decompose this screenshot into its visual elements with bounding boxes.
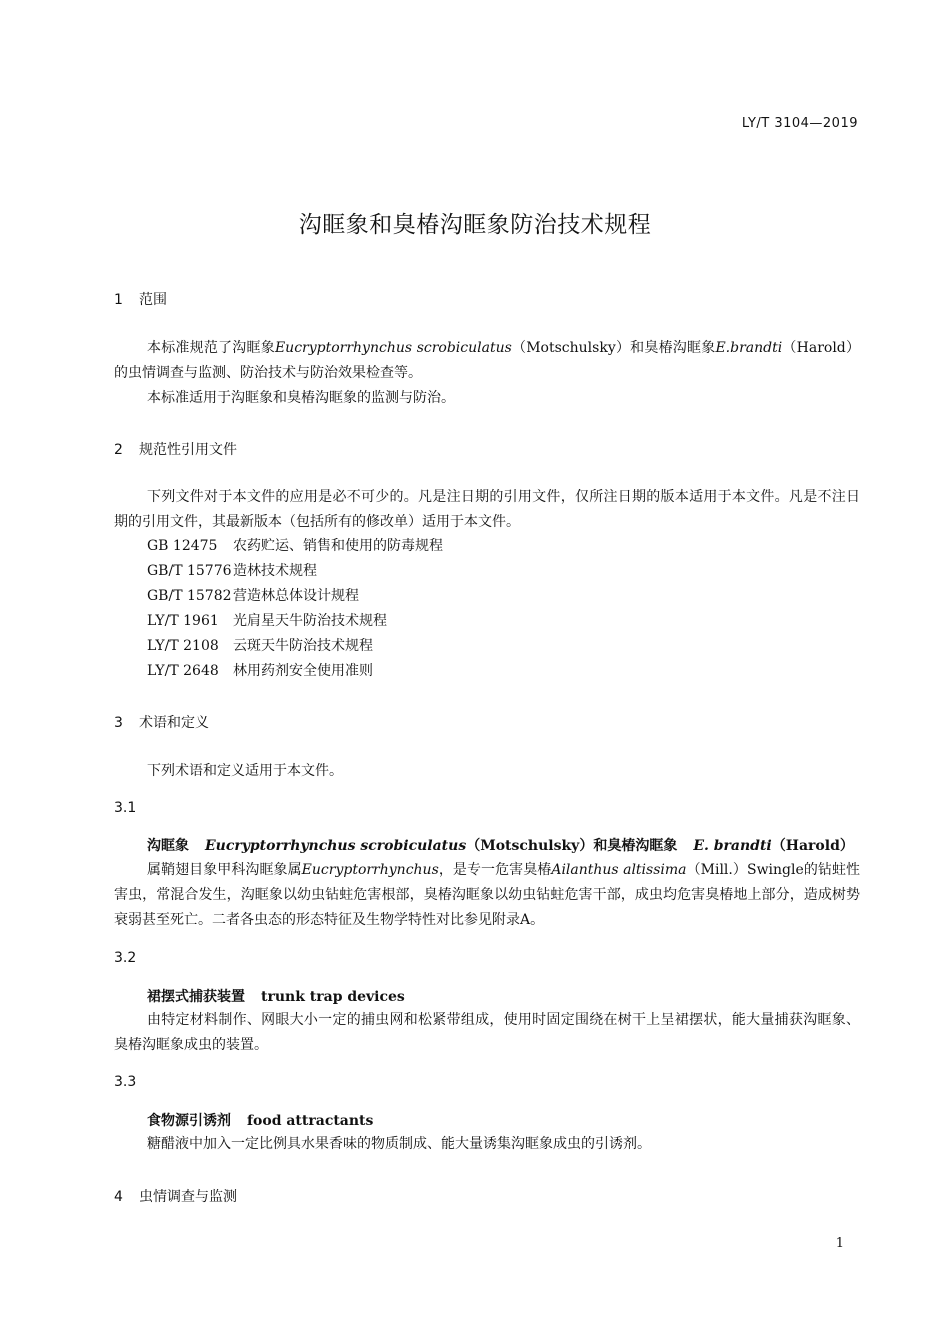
scope-applicability: 本标准适用于沟眶象和臭椿沟眶象的监测与防治。 bbox=[147, 390, 455, 406]
reference-item bbox=[147, 660, 373, 680]
term-en: food attractants bbox=[247, 1113, 374, 1129]
term-scientific-name: E. brandti bbox=[693, 838, 772, 854]
term-definition bbox=[114, 858, 860, 933]
reference-item bbox=[147, 560, 317, 580]
reference-name: 林用药剂安全使用准则 bbox=[233, 663, 373, 679]
term-definition bbox=[114, 1008, 860, 1058]
term-author: （Harold） bbox=[771, 838, 854, 854]
reference-code: GB/T 15776 bbox=[147, 563, 232, 579]
reference-name: 光肩星天牛防治技术规程 bbox=[233, 613, 387, 629]
reference-item bbox=[147, 535, 443, 555]
reference-code: GB 12475 bbox=[147, 538, 218, 554]
reference-code: GB/T 15782 bbox=[147, 588, 232, 604]
term-definition bbox=[114, 1132, 860, 1157]
section-number: 3 bbox=[114, 715, 123, 731]
section-title: 规范性引用文件 bbox=[139, 442, 237, 458]
reference-code: LY/T 2108 bbox=[147, 638, 219, 654]
references-intro: 下列文件对于本文件的应用是必不可少的。凡是注日期的引用文件，仅所注日期的版本适用于本文件。凡是不注日期的引用文件，其最新版本（包括所有的修改单）适用于本文件。 bbox=[114, 489, 860, 530]
section-2-heading bbox=[114, 439, 237, 459]
term-heading bbox=[147, 1110, 373, 1130]
scientific-name: E.brandti bbox=[715, 340, 783, 356]
scientific-name: Eucryptorrhynchus scrobiculatus bbox=[274, 340, 512, 356]
term-heading bbox=[147, 986, 405, 1006]
reference-code: LY/T 1961 bbox=[147, 613, 219, 629]
section-3-heading bbox=[114, 712, 209, 732]
reference-name: 农药贮运、销售和使用的防毒规程 bbox=[233, 538, 443, 554]
term-number: 3.1 bbox=[114, 800, 137, 816]
reference-item bbox=[147, 635, 373, 655]
section-number: 4 bbox=[114, 1189, 123, 1205]
term-scientific-name: Eucryptorrhynchus scrobiculatus bbox=[205, 838, 467, 854]
definition-text: （Mill.）Swingle的钻蛀性害虫，常混合发生，沟眶象以幼虫钻蛀危害根部，臭椿沟眶象以幼虫钻蛀危害干部，成虫均危害臭椿地上部分，造成树势衰弱甚至死亡。二者各虫态的形态特征及生物学特性对比参见附录A。 bbox=[114, 862, 861, 928]
term-zh: 裙摆式捕获装置 bbox=[147, 989, 245, 1005]
scope-text: （Motschulsky）和臭椿沟眶象 bbox=[511, 340, 716, 356]
term-author: （Motschulsky） bbox=[466, 838, 594, 854]
definition-text: 属鞘翅目象甲科沟眶象属 bbox=[147, 862, 302, 878]
section-1-heading bbox=[114, 289, 167, 309]
section-number: 2 bbox=[114, 442, 123, 458]
term-number: 3.3 bbox=[114, 1074, 137, 1090]
definition-text: ，是专一危害臭椿 bbox=[438, 862, 552, 878]
section-1-scope-paragraph bbox=[114, 336, 860, 411]
reference-name: 云斑天牛防治技术规程 bbox=[233, 638, 373, 654]
section-title: 虫情调查与监测 bbox=[139, 1189, 237, 1205]
terms-intro: 下列术语和定义适用于本文件。 bbox=[147, 763, 343, 779]
scope-text: 本标准规范了沟眶象 bbox=[147, 340, 275, 356]
reference-item bbox=[147, 610, 387, 630]
term-en: trunk trap devices bbox=[261, 989, 405, 1005]
scope-text: （Harold）的虫情调查与监测、防治技术与防治效果检查等。 bbox=[114, 340, 860, 381]
scientific-name: Eucryptorrhynchus bbox=[301, 862, 439, 878]
section-4-heading bbox=[114, 1186, 237, 1206]
page-number: 1 bbox=[835, 1236, 844, 1251]
definition-text: 由特定材料制作、网眼大小一定的捕虫网和松紧带组成，使用时固定围绕在树干上呈裙摆状，能大量捕获沟眶象、臭椿沟眶象成虫的装置。 bbox=[114, 1012, 860, 1053]
term-zh: 沟眶象 bbox=[147, 838, 189, 854]
section-2-intro bbox=[114, 485, 860, 535]
definition-text: 糖醋液中加入一定比例具水果香味的物质制成、能大量诱集沟眶象成虫的引诱剂。 bbox=[147, 1136, 651, 1152]
reference-name: 营造林总体设计规程 bbox=[233, 588, 359, 604]
section-number: 1 bbox=[114, 292, 123, 308]
standard-code: LY/T 3104—2019 bbox=[741, 116, 858, 131]
section-title: 术语和定义 bbox=[139, 715, 209, 731]
term-heading bbox=[147, 835, 854, 855]
section-title: 范围 bbox=[139, 292, 167, 308]
reference-code: LY/T 2648 bbox=[147, 663, 219, 679]
term-zh: 和臭椿沟眶象 bbox=[593, 838, 678, 854]
document-title: 沟眶象和臭椿沟眶象防治技术规程 bbox=[298, 212, 652, 238]
reference-item bbox=[147, 585, 359, 605]
term-number: 3.2 bbox=[114, 950, 137, 966]
reference-name: 造林技术规程 bbox=[233, 563, 317, 579]
term-zh: 食物源引诱剂 bbox=[147, 1113, 231, 1129]
scientific-name: Ailanthus altissima bbox=[551, 862, 687, 878]
